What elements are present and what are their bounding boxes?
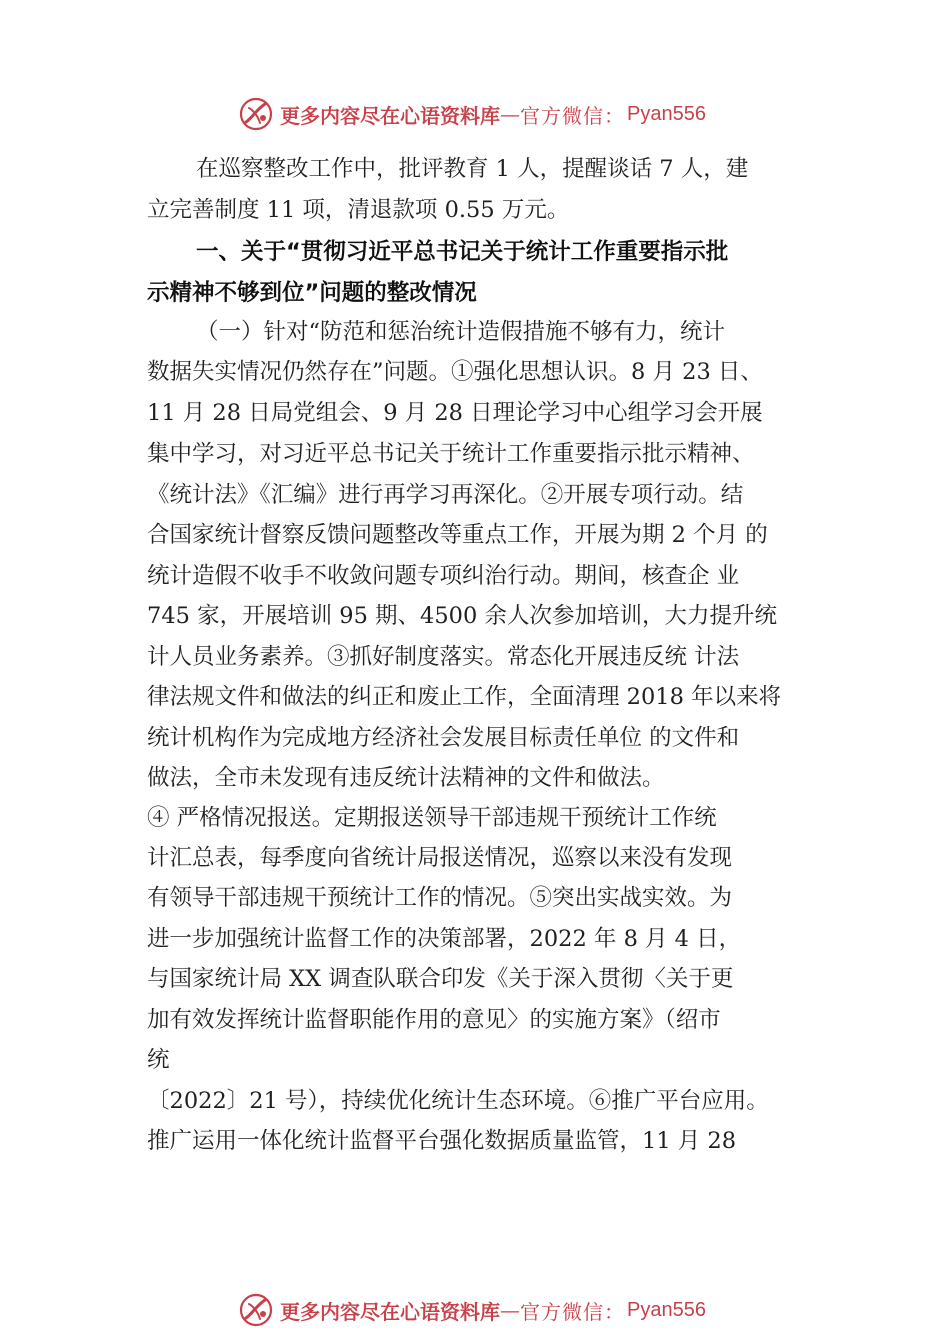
watermark-dash: — <box>500 1298 520 1322</box>
body-line: 有领导干部违规干预统计工作的情况。⑤突出实战实效。为 <box>147 885 733 911</box>
body-line: 律法规文件和做法的纠正和废止工作，全面清理 2018 年以来将 <box>147 684 782 710</box>
section-heading: 示精神不够到位”问题的整改情况 <box>147 280 477 306</box>
body-line: 745 家，开展培训 95 期、4500 余人次参加培训，大力提升统 <box>147 603 777 629</box>
watermark-label: 官方微信： <box>520 1299 625 1324</box>
body-line: 推广运用一体化统计监督平台强化数据质量监管，11 月 28 <box>147 1128 737 1154</box>
section-heading: 一、关于“贯彻习近平总书记关于统计工作重要指示批 <box>196 239 729 265</box>
body-line: 统计机构作为完成地方经济社会发展目标责任单位 的文件和 <box>147 725 740 751</box>
body-line: 集中学习，对习近平总书记关于统计工作重要指示批示精神、 <box>147 441 755 467</box>
watermark-wechat-id: Pyan556 <box>627 102 706 125</box>
body-line: 加有效发挥统计监督职能作用的意见〉的实施方案》（绍市 <box>147 1007 721 1033</box>
watermark-brand: 更多内容尽在心语资料库 <box>280 1299 500 1324</box>
body-line: 统 <box>147 1047 170 1073</box>
body-line: ④ 严格情况报送。定期报送领导干部违规干预统计工作统 <box>147 805 717 831</box>
body-line: 与国家统计局 XX 调查队联合印发《关于深入贯彻〈关于更 <box>147 966 734 992</box>
body-line: 在巡察整改工作中，批评教育 1 人，提醒谈话 7 人，建 <box>196 156 749 182</box>
body-line: 数据失实情况仍然存在”问题。①强化思想认识。8 月 23 日、 <box>147 359 763 385</box>
footer-watermark <box>238 1290 706 1330</box>
watermark-wechat-id: Pyan556 <box>627 1298 706 1321</box>
header-watermark <box>238 94 706 134</box>
body-line: 合国家统计督察反馈问题整改等重点工作，开展为期 2 个月 的 <box>147 522 768 548</box>
body-line: 计人员业务素养。③抓好制度落实。常态化开展违反统 计法 <box>147 644 740 670</box>
body-line: 立完善制度 11 项，清退款项 0.55 万元。 <box>147 197 570 223</box>
brand-logo-icon <box>238 96 274 132</box>
watermark-dash: — <box>500 102 520 126</box>
body-line: 做法，全市未发现有违反统计法精神的文件和做法。 <box>147 765 665 791</box>
body-line: 进一步加强统计监督工作的决策部署，2022 年 8 月 4 日， <box>147 926 742 952</box>
brand-logo-icon <box>238 1292 274 1328</box>
body-line: 〔2022〕21 号），持续优化统计生态环境。⑥推广平台应用。 <box>147 1088 769 1114</box>
body-line: 《统计法》《汇编》进行再学习再深化。②开展专项行动。结 <box>147 482 744 508</box>
body-line: 统计造假不收手不收敛问题专项纠治行动。期间，核查企 业 <box>147 563 740 589</box>
watermark-brand: 更多内容尽在心语资料库 <box>280 103 500 128</box>
body-line: 计汇总表，每季度向省统计局报送情况，巡察以来没有发现 <box>147 845 733 871</box>
subsection-heading: （一）针对“防范和惩治统计造假措施不够有力，统计 <box>196 319 726 345</box>
body-line: 11 月 28 日局党组会、9 月 28 日理论学习中心组学习会开展 <box>147 400 763 426</box>
watermark-label: 官方微信： <box>520 103 625 128</box>
